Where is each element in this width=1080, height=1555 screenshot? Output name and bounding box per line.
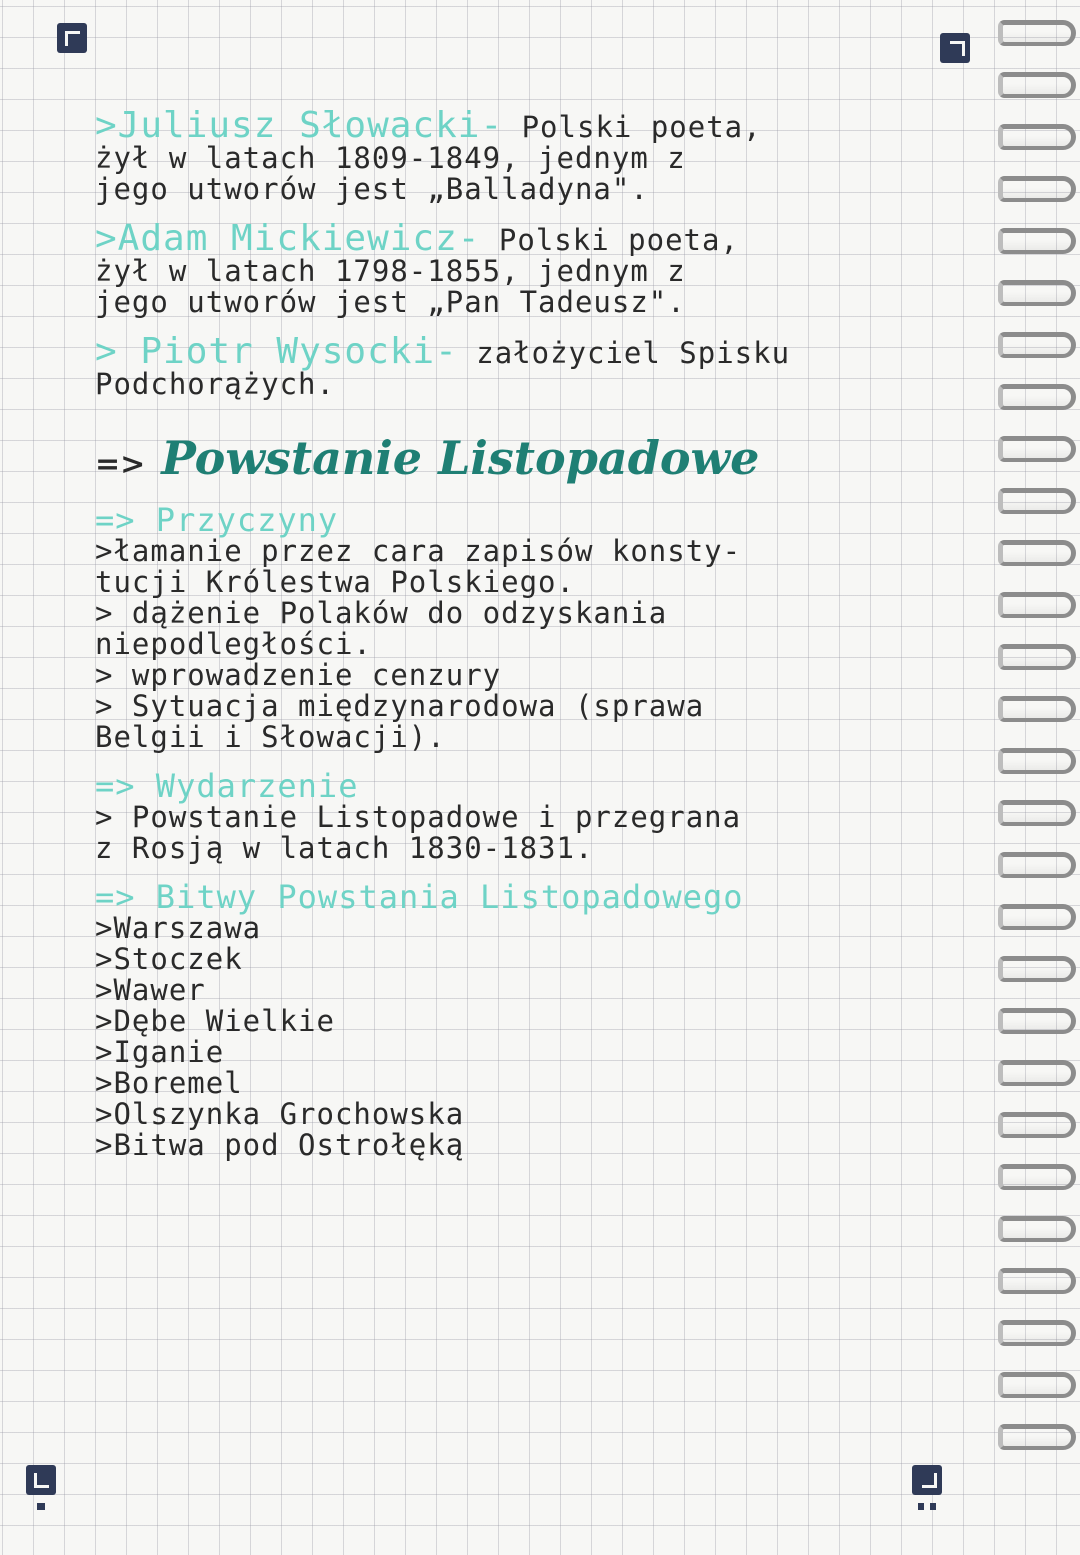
- note-text: żył w latach 1809-1849, jednym z: [95, 141, 686, 175]
- battle-item: >Stoczek: [95, 942, 243, 976]
- spiral-ring: [998, 124, 1076, 150]
- spiral-binding: [992, 20, 1080, 1520]
- spiral-ring: [998, 748, 1076, 774]
- corner-mark-top-left-icon: [57, 23, 87, 53]
- note-text: jego utworów jest „Pan Tadeusz".: [95, 285, 686, 319]
- battle-item: >Warszawa: [95, 911, 262, 945]
- cause-line: tucji Królestwa Polskiego.: [95, 565, 575, 599]
- note-text: żył w latach 1798-1855, jednym z: [95, 254, 686, 288]
- cause-line: Belgii i Słowacji).: [95, 720, 446, 754]
- spiral-ring: [998, 1424, 1076, 1450]
- person-name: >Juliusz Słowacki-: [95, 105, 504, 146]
- note-text: Polski poeta,: [503, 110, 762, 144]
- notes-content: [95, 105, 975, 1162]
- battle-item: >Iganie: [95, 1035, 225, 1069]
- cause-line: > wprowadzenie cenzury: [95, 658, 502, 692]
- corner-mark-top-right-icon: [940, 33, 970, 63]
- note-text: jego utworów jest „Balladyna".: [95, 172, 649, 206]
- note-text: Podchorążych.: [95, 367, 335, 401]
- section-heading: => Bitwy Powstania Listopadowego: [95, 878, 744, 916]
- event-line: z Rosją w latach 1830-1831.: [95, 831, 594, 865]
- battle-item: >Boremel: [95, 1066, 243, 1100]
- spiral-ring: [998, 488, 1076, 514]
- person-name: > Piotr Wysocki-: [95, 331, 458, 372]
- battle-item: >Wawer: [95, 973, 206, 1007]
- spiral-ring: [998, 176, 1076, 202]
- spiral-ring: [998, 852, 1076, 878]
- person-name: >Adam Mickiewicz-: [95, 218, 481, 259]
- spiral-ring: [998, 1164, 1076, 1190]
- spiral-ring: [998, 280, 1076, 306]
- page-title: [95, 428, 975, 495]
- spiral-ring: [998, 1372, 1076, 1398]
- arrow-icon: =>: [95, 447, 146, 482]
- person-entry: [95, 218, 975, 319]
- person-entry: [95, 105, 975, 206]
- page-title-text: Powstanie Listopadowe: [161, 431, 760, 485]
- note-text: Polski poeta,: [480, 223, 739, 257]
- spiral-ring: [998, 800, 1076, 826]
- spiral-ring: [998, 904, 1076, 930]
- spiral-ring: [998, 540, 1076, 566]
- spiral-ring: [998, 1216, 1076, 1242]
- spiral-ring: [998, 592, 1076, 618]
- spiral-ring: [998, 20, 1076, 46]
- cause-line: > dążenie Polaków do odzyskania: [95, 596, 668, 630]
- battle-item: >Bitwa pod Ostrołęką: [95, 1128, 465, 1162]
- spiral-ring: [998, 1060, 1076, 1086]
- cause-line: > Sytuacja międzynarodowa (sprawa: [95, 689, 705, 723]
- section-event: [95, 767, 975, 865]
- battle-item: >Dębe Wielkie: [95, 1004, 335, 1038]
- event-line: > Powstanie Listopadowe i przegrana: [95, 800, 742, 834]
- spiral-ring: [998, 1320, 1076, 1346]
- spiral-ring: [998, 956, 1076, 982]
- corner-dot-icon: [930, 1503, 936, 1510]
- corner-mark-bottom-left-icon: [26, 1465, 56, 1495]
- spiral-ring: [998, 436, 1076, 462]
- spiral-ring: [998, 228, 1076, 254]
- spiral-ring: [998, 1112, 1076, 1138]
- spiral-ring: [998, 332, 1076, 358]
- section-battles: [95, 878, 975, 1162]
- section-heading: => Wydarzenie: [95, 767, 359, 805]
- battle-item: >Olszynka Grochowska: [95, 1097, 465, 1131]
- corner-dot-icon: [37, 1503, 45, 1510]
- spiral-ring: [998, 696, 1076, 722]
- corner-dot-icon: [918, 1503, 924, 1510]
- cause-line: >łamanie przez cara zapisów konsty-: [95, 534, 742, 568]
- corner-mark-bottom-right-icon: [912, 1465, 942, 1495]
- section-causes: [95, 501, 975, 754]
- spiral-ring: [998, 72, 1076, 98]
- section-heading: => Przyczyny: [95, 501, 339, 539]
- cause-line: niepodległości.: [95, 627, 372, 661]
- person-entry: [95, 331, 975, 401]
- spiral-ring: [998, 1268, 1076, 1294]
- spiral-ring: [998, 384, 1076, 410]
- spiral-ring: [998, 1008, 1076, 1034]
- note-text: założyciel Spisku: [457, 336, 791, 370]
- spiral-ring: [998, 644, 1076, 670]
